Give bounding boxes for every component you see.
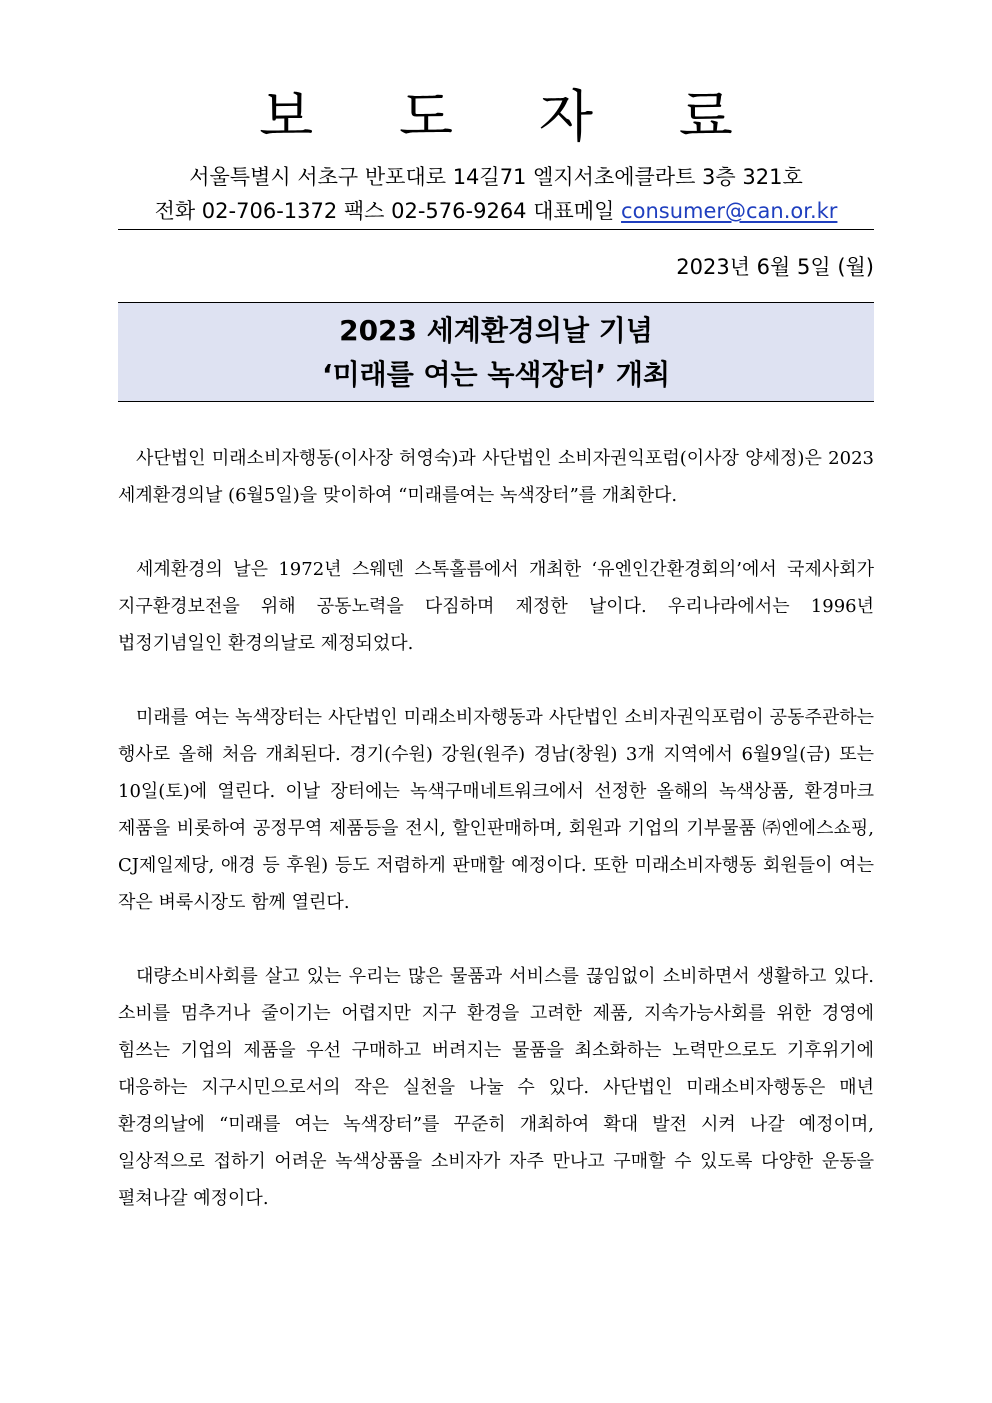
document-title: 보 도 자 료 xyxy=(259,85,767,150)
email-link[interactable]: consumer@can.or.kr xyxy=(621,199,838,223)
headline-line-2: ‘미래를 여는 녹색장터’ 개최 xyxy=(321,358,671,391)
contact-phone-fax: 전화 02-706-1372 팩스 02-576-9264 대표메일 xyxy=(154,199,622,223)
paragraph-3: 미래를 여는 녹색장터는 사단법인 미래소비자행동과 사단법인 소비자권익포럼이 공동주관하는 행사로 올해 처음 개최된다. 경기(수원) 강원(원주) 경남(창원) 3개 지역에서 6월9일(금) 또는 10일(토)에 열린다. 이날 장터에는 녹색구매네트워크에서 선정한 올해의 녹색상품, 환경마크 제품을 비롯하여 공정무역 제품등을 전시, 할인판매하며, 회원과 기업의 기부물품 ㈜엔에스쇼핑, CJ제일제당, 애경 등 후원) 등도 저렴하게 판매할 예정이다. 또한 미래소비자행동 회원들이 여는 작은 벼룩시장도 함께 열린다. xyxy=(118,707,874,913)
paragraph-2: 세계환경의 날은 1972년 스웨덴 스톡홀름에서 개최한 ‘유엔인간환경회의’에서 국제사회가 지구환경보전을 위해 공동노력을 다짐하며 제정한 날이다. 우리나라에서는 1996년 법정기념일인 환경의날로 제정되었다. xyxy=(118,559,874,654)
release-date: 2023년 6월 5일 (월) xyxy=(676,255,874,279)
headline-line-1: 2023 세계환경의날 기념 xyxy=(339,314,653,347)
headline-box xyxy=(118,302,874,402)
header-divider xyxy=(118,229,874,230)
organization-address: 서울특별시 서초구 반포대로 14길71 엘지서초에클라트 3층 321호 xyxy=(189,165,803,189)
contact-info xyxy=(0,196,992,226)
article-body xyxy=(118,440,874,1254)
paragraph-4: 대량소비사회를 살고 있는 우리는 많은 물품과 서비스를 끊임없이 소비하면서 생활하고 있다. 소비를 멈추거나 줄이기는 어렵지만 지구 환경을 고려한 제품, 지속가능사회를 위한 경영에 힘쓰는 기업의 제품을 우선 구매하고 버려지는 물품을 최소화하는 노력만으로도 기후위기에 대응하는 지구시민으로서의 작은 실천을 나눌 수 있다. 사단법인 미래소비자행동은 매년 환경의날에 “미래를 여는 녹색장터”를 꾸준히 개최하여 확대 발전 시켜 나갈 예정이며, 일상적으로 접하기 어려운 녹색상품을 소비자가 자주 만나고 구매할 수 있도록 다양한 운동을 펼쳐나갈 예정이다. xyxy=(118,966,874,1209)
paragraph-1: 사단법인 미래소비자행동(이사장 허영숙)과 사단법인 소비자권익포럼(이사장 양세정)은 2023 세계환경의날 (6월5일)을 맞이하여 “미래를여는 녹색장터”를 개최한다. xyxy=(118,448,874,506)
